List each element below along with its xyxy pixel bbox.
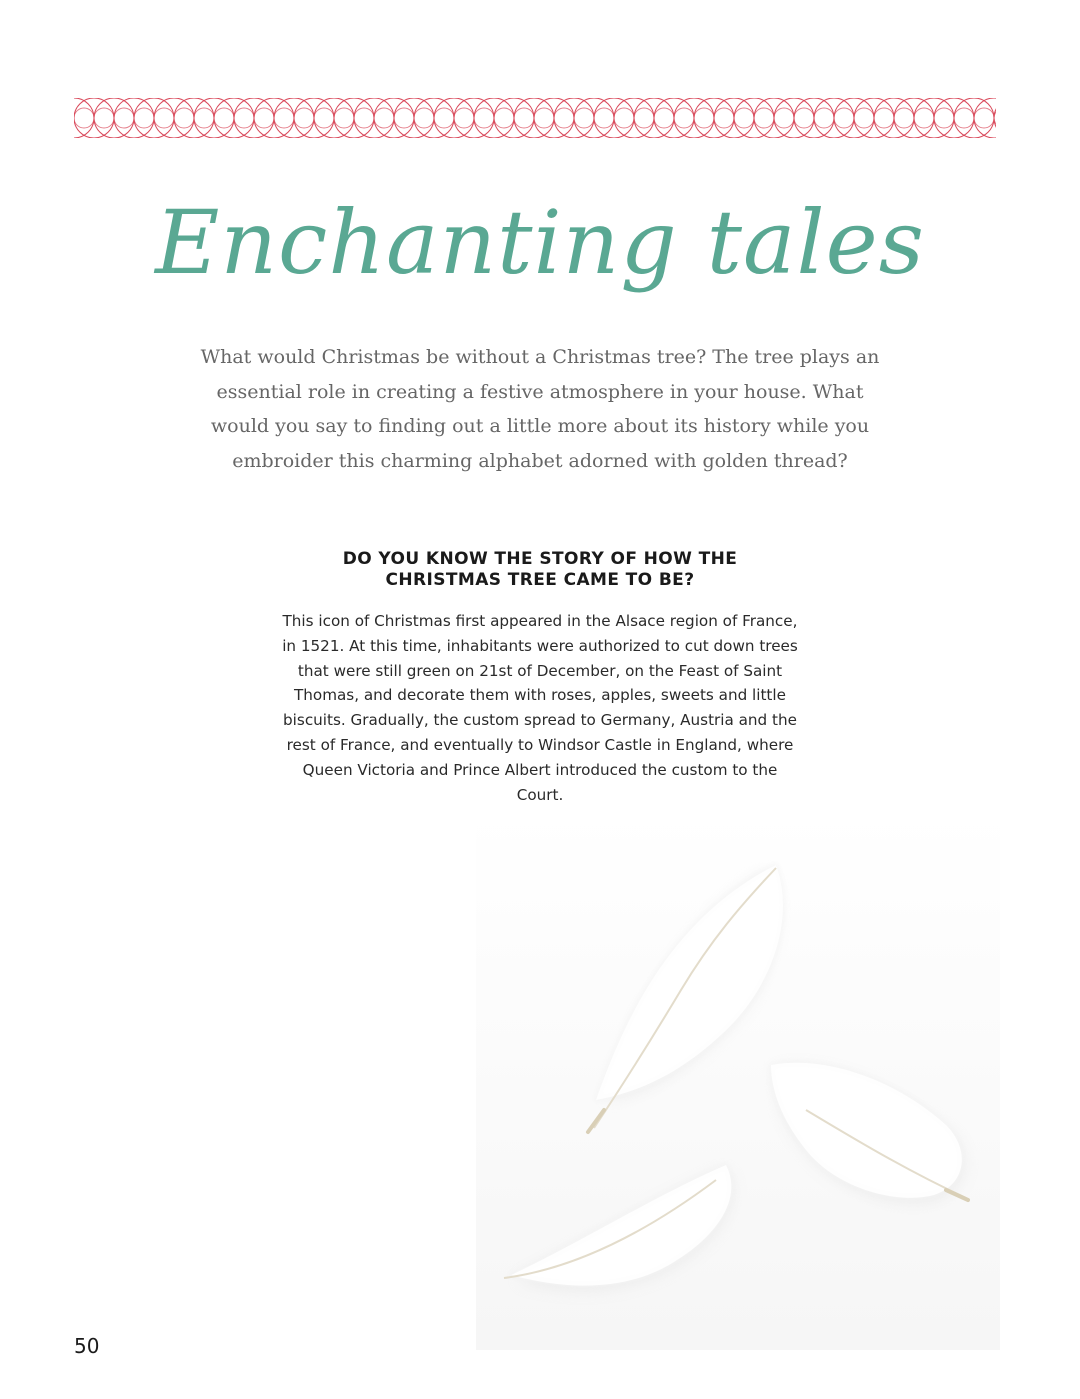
page-title: Enchanting tales	[155, 191, 925, 294]
decorative-border	[74, 98, 996, 138]
page-number: 50	[74, 1334, 100, 1358]
section-body: This icon of Christmas first appeared in the Alsace region of France, in 1521. At this time, inhabitants were authorized to cut down trees that were still green on 21st of December, on the Feast of Saint Thomas, and decorate them with roses, apples, sweets and little biscuits. Gradually, the custom spread to Germany, Austria and the rest of France, and eventually to Windsor Castle in England, where Queen Victoria and Prince Albert introduced the custom to the Court.	[282, 612, 798, 804]
intro-paragraph: What would Christmas be without a Christmas tree? The tree plays an essential role in creating a festive atmosphere in your house. What would you say to finding out a little more about its history while you embroider this charming alphabet adorned with golden thread?	[200, 346, 880, 472]
section-heading-line-1: DO YOU KNOW THE STORY OF HOW THE	[342, 549, 738, 569]
section-heading-line-2: CHRISTMAS TREE CAME TO BE?	[385, 570, 695, 590]
section-heading	[290, 549, 790, 591]
white-feathers-photo	[476, 810, 1000, 1350]
